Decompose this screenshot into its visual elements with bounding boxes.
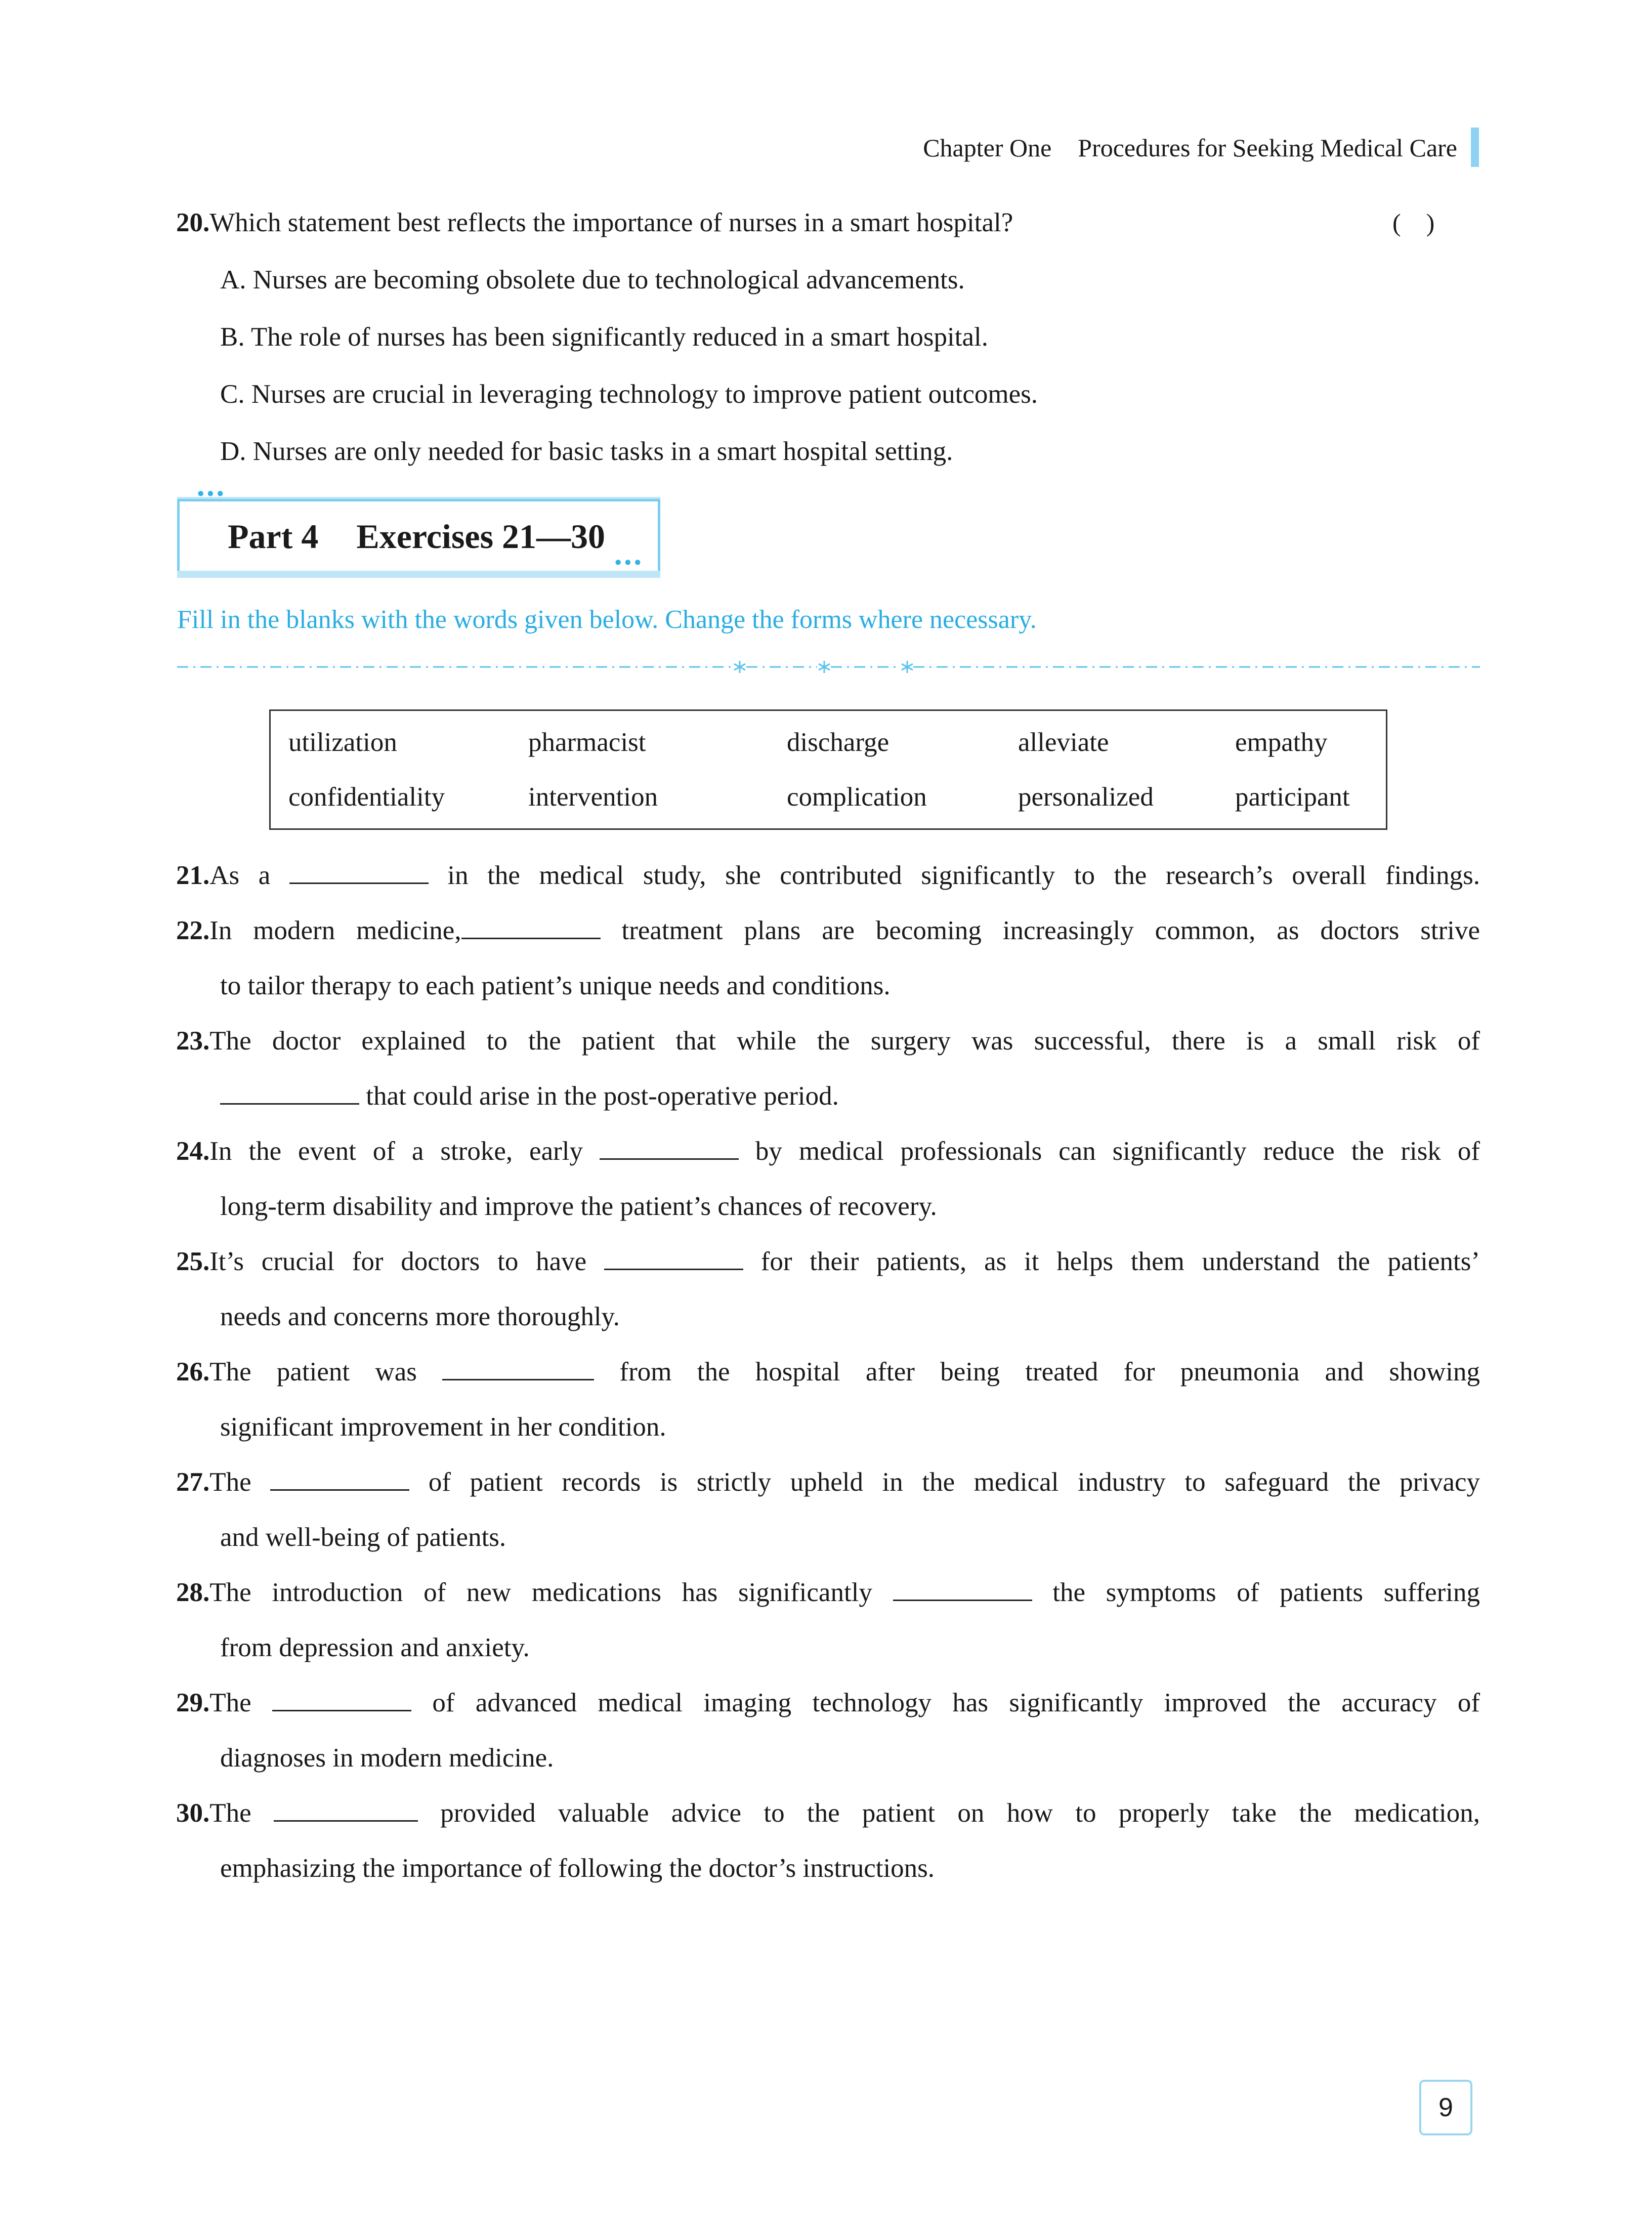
exercise-24 <box>176 1133 1480 1169</box>
exercise-text: of advanced medical imaging technology has significantly improved the accuracy of <box>432 1688 1480 1717</box>
exercise-number: 24. <box>176 1137 210 1166</box>
exercise-text: In the event of a stroke, early <box>209 1137 583 1166</box>
part-label: Part 4 <box>228 517 319 556</box>
exercise-number: 30. <box>176 1798 210 1828</box>
exercise-24-continued: long-term disability and improve the patient’s chances of recovery. <box>220 1192 937 1221</box>
exercise-number: 27. <box>176 1467 210 1497</box>
decor-dots-icon: ••• <box>615 552 644 573</box>
exercise-number: 25. <box>176 1247 210 1276</box>
question-text: Which statement best reflects the importance of nurses in a smart hospital? <box>209 208 1013 237</box>
instruction-text: Fill in the blanks with the words given below. Change the forms where necessary. <box>177 605 1037 634</box>
option-b[interactable]: B. The role of nurses has been significantly reduced in a smart hospital. <box>220 322 988 352</box>
word-bank-item: personalized <box>1018 782 1154 812</box>
exercise-27 <box>176 1464 1480 1500</box>
exercise-30-continued: emphasizing the importance of following the doctor’s instructions. <box>220 1854 935 1883</box>
exercise-number: 26. <box>176 1357 210 1387</box>
exercise-number: 21. <box>176 861 210 890</box>
word-bank-item: confidentiality <box>288 782 445 812</box>
exercise-22-continued: to tailor therapy to each patient’s unique needs and conditions. <box>220 971 891 1000</box>
part-strip-bottom <box>177 571 660 578</box>
decor-dots-icon: ••• <box>197 483 227 505</box>
word-bank-item: discharge <box>787 728 889 757</box>
blank-field[interactable] <box>600 1135 739 1160</box>
exercise-text: The patient was <box>209 1357 417 1387</box>
word-bank-item: intervention <box>528 782 658 812</box>
exercise-28 <box>176 1575 1480 1610</box>
blank-field[interactable] <box>272 1687 411 1711</box>
word-bank-item: empathy <box>1235 728 1328 757</box>
word-bank-item: utilization <box>288 728 397 757</box>
option-a[interactable]: A. Nurses are becoming obsolete due to technological advancements. <box>220 265 965 295</box>
blank-field[interactable] <box>893 1576 1032 1601</box>
blank-field[interactable] <box>604 1245 743 1270</box>
exercise-text: of patient records is strictly upheld in the medical industry to safeguard the privacy <box>428 1467 1480 1497</box>
blank-field[interactable] <box>461 914 601 939</box>
exercise-text: The <box>209 1798 251 1828</box>
blank-field[interactable] <box>270 1466 409 1491</box>
exercise-text: from the hospital after being treated for pneumonia and showing <box>619 1357 1480 1387</box>
exercise-26-continued: significant improvement in her condition. <box>220 1412 666 1442</box>
word-bank-item: complication <box>787 782 927 812</box>
page-number: 9 <box>1419 2080 1472 2135</box>
header-title: Procedures for Seeking Medical Care <box>1078 134 1457 162</box>
header-accent-bar <box>1471 128 1479 167</box>
exercise-text: In modern medicine, <box>209 916 461 945</box>
answer-bracket[interactable]: ( ) <box>1392 208 1435 237</box>
exercise-text: treatment plans are becoming increasingly common, as doctors strive <box>621 916 1480 945</box>
exercise-number: 23. <box>176 1026 210 1056</box>
option-c[interactable]: C. Nurses are crucial in leveraging technology to improve patient outcomes. <box>220 380 1038 409</box>
question-number: 20. <box>176 208 210 237</box>
exercise-text: The <box>209 1688 251 1717</box>
exercise-23-continued <box>220 1078 839 1114</box>
exercise-number: 28. <box>176 1578 210 1607</box>
exercise-21 <box>176 858 1480 893</box>
exercise-text: It’s crucial for doctors to have <box>209 1247 587 1276</box>
word-bank-item: alleviate <box>1018 728 1109 757</box>
part-title <box>228 511 605 562</box>
option-d[interactable]: D. Nurses are only needed for basic tasks in a smart hospital setting. <box>220 437 953 466</box>
exercise-text: that could arise in the post-operative period. <box>366 1081 839 1111</box>
exercise-text: The doctor explained to the patient that while the surgery was successful, there is a small risk of <box>209 1026 1480 1056</box>
exercise-text: the symptoms of patients suffering <box>1052 1578 1480 1607</box>
exercise-30 <box>176 1795 1480 1831</box>
exercise-25-continued: needs and concerns more thoroughly. <box>220 1302 620 1331</box>
blank-field[interactable] <box>220 1080 359 1105</box>
exercise-29-continued: diagnoses in modern medicine. <box>220 1743 554 1773</box>
exercise-29 <box>176 1685 1480 1720</box>
exercise-number: 22. <box>176 916 210 945</box>
divider-line <box>177 657 1480 677</box>
exercise-23 <box>176 1023 1480 1059</box>
exercise-text: by medical professionals can significantly reduce the risk of <box>755 1137 1480 1166</box>
exercise-27-continued: and well-being of patients. <box>220 1523 506 1552</box>
exercise-28-continued: from depression and anxiety. <box>220 1633 530 1662</box>
exercise-text: in the medical study, she contributed significantly to the research’s overall findings. <box>447 861 1480 890</box>
header-chapter: Chapter One <box>923 134 1052 162</box>
running-header <box>840 133 1457 163</box>
blank-field[interactable] <box>289 859 429 884</box>
exercise-text: for their patients, as it helps them understand the patients’ <box>760 1247 1480 1276</box>
exercise-text: provided valuable advice to the patient on how to properly take the medication, <box>440 1798 1480 1828</box>
blank-field[interactable] <box>442 1356 594 1380</box>
exercise-26 <box>176 1354 1480 1390</box>
word-bank-item: participant <box>1235 782 1350 812</box>
exercise-25 <box>176 1244 1480 1279</box>
blank-field[interactable] <box>274 1797 418 1822</box>
exercise-text: As a <box>209 861 271 890</box>
part-exercises: Exercises 21—30 <box>356 517 606 556</box>
exercise-text: The <box>209 1467 251 1497</box>
exercise-22 <box>176 913 1480 948</box>
exercise-text: The introduction of new medications has significantly <box>209 1578 872 1607</box>
question-20 <box>176 205 1013 240</box>
word-bank-item: pharmacist <box>528 728 646 757</box>
exercise-number: 29. <box>176 1688 210 1717</box>
